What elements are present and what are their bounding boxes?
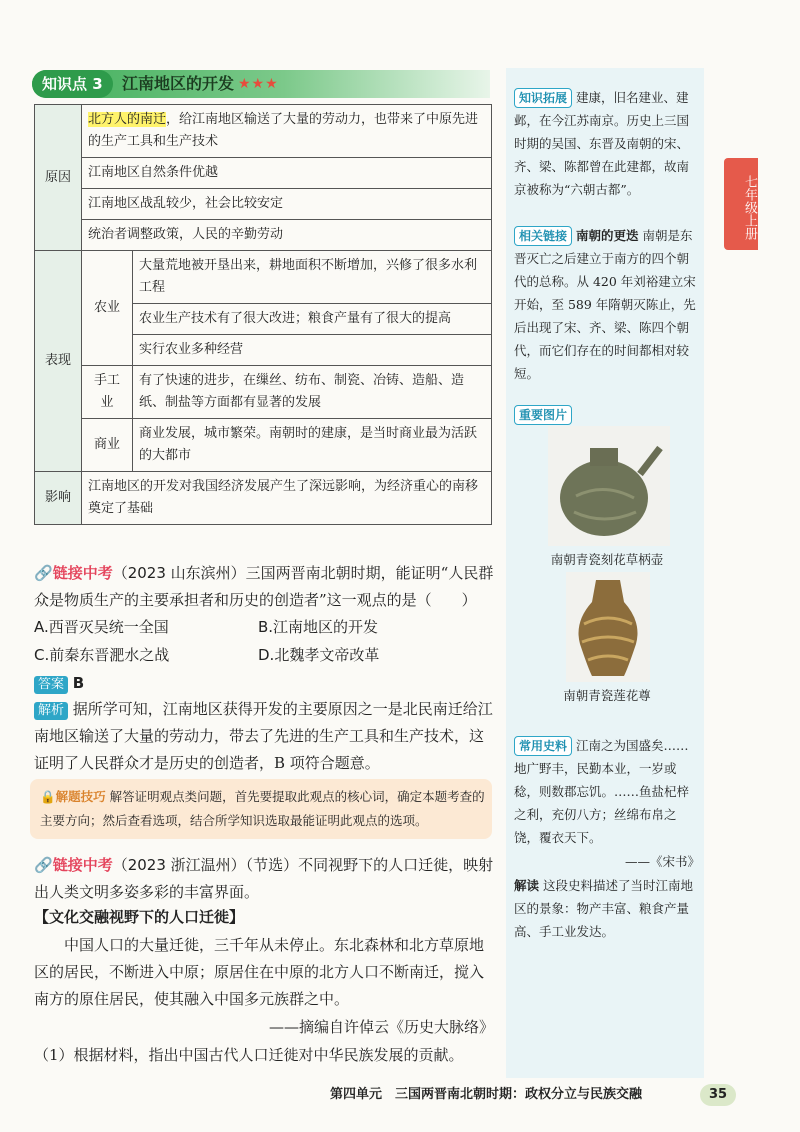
link-icon: 🔗 <box>34 856 53 874</box>
tip-tag <box>40 789 106 804</box>
impact-label: 影响 <box>35 472 82 525</box>
agriculture-label: 农业 <box>82 251 133 366</box>
reason-cell-1 <box>82 105 492 158</box>
impact-cell: 江南地区的开发对我国经济发展产生了深远影响，为经济重心的南移奠定了基础 <box>82 472 492 525</box>
analysis-tag: 解析 <box>34 702 68 720</box>
image-2-caption: 南朝青瓷莲花尊 <box>563 688 651 703</box>
agri-cell-2: 农业生产技术有了很大改进；粮食产量有了很大的提高 <box>133 304 492 335</box>
answer-tag: 答案 <box>34 676 68 694</box>
option-d: D.北魏孝文帝改革 <box>258 646 380 664</box>
option-c: C.前秦东晋淝水之战 <box>34 646 170 664</box>
knowledge-point-title: 江南地区的开发 <box>122 74 235 93</box>
question-2 <box>34 852 494 906</box>
link-exam-label-2: 链接中考 <box>52 856 113 874</box>
answer-line <box>34 670 84 697</box>
option-b: B.江南地区的开发 <box>258 618 379 636</box>
tip-text: 解答证明观点类问题，首先要提取此观点的核心词，确定本题考查的主要方向；然后查看选项，结合所学知识选取最能证明此观点的选项。 <box>40 789 485 828</box>
analysis-text: 据所学可知，江南地区获得开发的主要原因之一是北民南迁给江南地区输送了大量的劳动力，带去了先进的生产工具和生产技术，这证明了人民群众才是历史的创造者，B 项符合题意。 <box>34 700 493 772</box>
related-link-tag: 相关链接 <box>514 226 572 246</box>
agri-cell-3: 实行农业多种经营 <box>133 335 492 366</box>
reason-cell-4: 统治者调整政策，人民的辛勤劳动 <box>82 220 492 251</box>
extension-text: 建康，旧名建业、建邺，在今江苏南京。历史上三国时期的吴国、东晋及南朝的宋、齐、梁、陈都曾在此建都，故南京被称为“六朝古都”。 <box>514 90 690 197</box>
historical-source-text: 江南之为国盛矣……地广野丰，民勤本业，一岁或稔，则数郡忘饥。……鱼盐杞梓之利，充仞八方；丝绵布帛之饶，覆衣天下。 <box>514 738 690 845</box>
lock-icon: 🔒 <box>40 789 56 804</box>
knowledge-point-badge: 知识点 3 <box>32 70 113 98</box>
question-1 <box>34 560 494 614</box>
table-row <box>35 419 492 472</box>
reason-cell-3: 江南地区战乱较少，社会比较安定 <box>82 189 492 220</box>
celadon-pot-image <box>548 426 670 546</box>
table-row <box>35 220 492 251</box>
importance-stars: ★★★ <box>238 76 279 92</box>
link-exam-tag-2 <box>34 856 113 874</box>
related-link-title: 南朝的更迭 <box>576 228 639 243</box>
sub-question-1: （1）根据材料，指出中国古代人口迁徙对中华民族发展的贡献。 <box>34 1046 464 1064</box>
analysis-block <box>34 696 494 777</box>
option-a: A.西晋灭吴统一全国 <box>34 618 169 636</box>
knowledge-extension <box>514 86 700 201</box>
table-row <box>35 472 492 525</box>
important-images-tag: 重要图片 <box>514 405 572 425</box>
link-icon: 🔗 <box>34 564 53 582</box>
comm-cell-1: 商业发展，城市繁荣。南朝时的建康，是当时商业最为活跃的大都市 <box>133 419 492 472</box>
craft-cell-1: 有了快速的进步，在缫丝、纺布、制瓷、冶铸、造船、造纸、制盐等方面都有显著的发展 <box>133 366 492 419</box>
highlight-text: 北方人的南迁 <box>88 112 167 127</box>
material-citation: ——摘编自许倬云《历史大脉络》 <box>268 1018 494 1036</box>
table-row <box>35 189 492 220</box>
table-row <box>35 366 492 419</box>
tip-label: 解题技巧 <box>55 789 106 804</box>
table-row <box>35 158 492 189</box>
q1-source: （2023 山东滨州） <box>112 564 246 582</box>
link-exam-tag <box>34 564 113 582</box>
link-exam-label: 链接中考 <box>52 564 113 582</box>
material-heading: 【文化交融视野下的人口迁徙】 <box>34 908 245 926</box>
interpretation-text: 这段史料描述了当时江南地区的景象：物产丰富、粮食产量高、手工业发达。 <box>514 878 694 939</box>
related-link <box>514 224 700 385</box>
reason-1-text: ，给江南地区输送了大量的劳动力，也带来了中原先进的生产工具和生产技术 <box>88 112 479 149</box>
answer-value: B <box>72 674 85 692</box>
interpretation-label: 解读 <box>514 878 540 893</box>
knowledge-table <box>34 104 492 525</box>
table-row <box>35 105 492 158</box>
historical-source-tag: 常用史料 <box>514 736 572 756</box>
q1-stem: 三国两晋南北朝时期，能证明“人民群众是物质生产的主要承担者和历史的创造者”这一观点的是（ ） <box>34 564 494 609</box>
agri-cell-1: 大量荒地被开垦出来，耕地面积不断增加，兴修了很多水利工程 <box>133 251 492 304</box>
table-row <box>35 251 492 304</box>
related-link-text: 南朝是东晋灭亡之后建立于南方的四个朝代的总称。从 420 年刘裕建立宋开始，至 589 年隋朝灭陈止，先后出现了宋、齐、梁、陈四个朝代，而它们存在的时间都相对较短。 <box>514 228 696 381</box>
commerce-label: 商业 <box>82 419 133 472</box>
material-text: 中国人口的大量迁徙，三千年从未停止。东北森林和北方草原地区的居民，不断进入中原；原居住在中原的北方人口不断南迁，搅入南方的原住居民，使其融入中国多元族群之中。 <box>34 936 485 1008</box>
performance-label: 表现 <box>35 251 82 472</box>
image-1-caption: 南朝青瓷刻花草柄壶 <box>550 552 664 567</box>
tip-content <box>40 785 486 833</box>
reason-label: 原因 <box>35 105 82 251</box>
unit-title: 第四单元 三国两晋南北朝时期：政权分立与民族交融 <box>330 1087 643 1102</box>
lotus-zun-image <box>566 572 650 682</box>
grade-tab: 七年级上册 <box>724 158 758 250</box>
page-number: 35 <box>700 1084 736 1106</box>
historical-source <box>514 734 700 849</box>
important-images-tag-wrap <box>514 404 572 425</box>
interpretation <box>514 874 700 943</box>
extension-tag: 知识拓展 <box>514 88 572 108</box>
handicraft-label: 手工业 <box>82 366 133 419</box>
q2-stem: 不同视野下的人口迁徙，映射出人类文明多姿多彩的丰富界面。 <box>34 856 494 901</box>
q2-source: （2023 浙江温州）（节选） <box>112 856 299 874</box>
reason-cell-2: 江南地区自然条件优越 <box>82 158 492 189</box>
source-citation: ——《宋书》 <box>624 854 700 869</box>
